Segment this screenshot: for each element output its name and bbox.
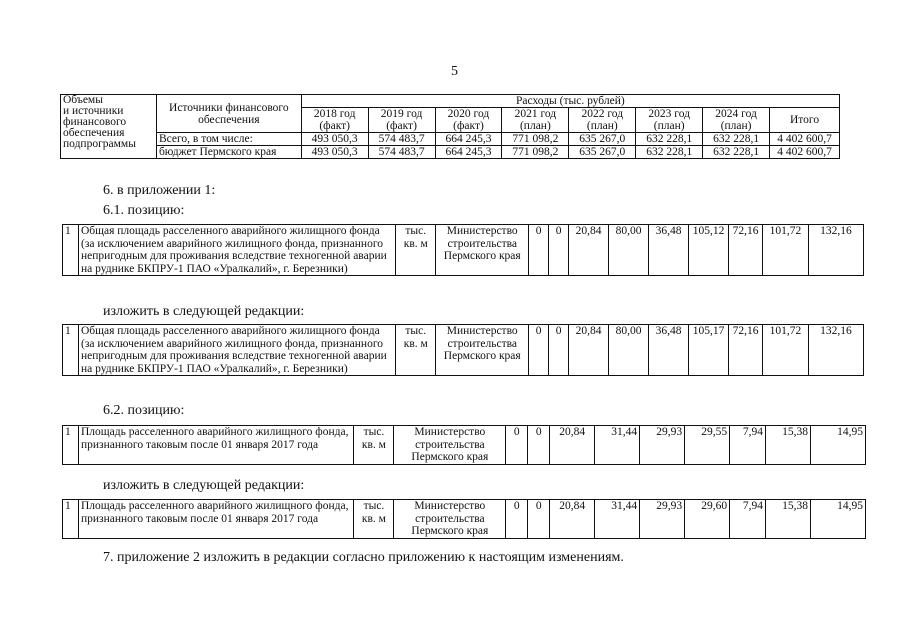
table-row: 1 Площадь расселенного аварийного жилищного фонда, признанного таковым после 01 января 2017 года тыс. кв. м Министерство строительства Пермского края 0 0 20,84 31,44 29,93 29,55 7,94 15,38 14,95 — [63, 426, 866, 465]
sources-header: Источники финансового обеспечения — [156, 95, 301, 133]
table-row: 1 Общая площадь расселенного аварийного жилищного фонда (за исключением аварийного жилищного фонда, признанного непригодным для проживания вследствие техногенной аварии на руднике БКПРУ-1 ПАО «Уралкалий», г. Березники) тыс. кв. м Министерство строительства Пермского края 0 0 20,84 80,00 36,48 105,12 72,16 101,72 132,16 — [63, 225, 864, 276]
year-header: 2022 год (план) — [569, 108, 636, 133]
year-header: 2019 год (факт) — [368, 108, 435, 133]
paragraph-6: 6. в приложении 1: — [103, 183, 216, 198]
indicator-table-1-old — [62, 224, 864, 276]
year-header: 2021 год (план) — [502, 108, 569, 133]
year-header: 2023 год (план) — [636, 108, 703, 133]
expenses-header: Расходы (тыс. рублей) — [301, 95, 839, 108]
paragraph-6-2-new: изложить в следующей редакции: — [103, 478, 305, 493]
paragraph-6-1: 6.1. позицию: — [103, 203, 185, 218]
table-row: 1 Общая площадь расселенного аварийного жилищного фонда (за исключением аварийного жилищного фонда, признанного непригодным для проживания вследствие техногенной аварии на руднике БКПРУ-1 ПАО «Уралкалий», г. Березники) тыс. кв. м Министерство строительства Пермского края 0 0 20,84 80,00 36,48 105,17 72,16 101,72 132,16 — [63, 325, 864, 376]
volumes-header: Объемы и источники финансового обеспечения подпрограммы — [61, 95, 157, 159]
table-row: Всего, в том числе: 493 050,3 574 483,7 664 245,3 771 098,2 635 267,0 632 228,1 632 228,1 4 402 600,7 — [61, 133, 840, 146]
table-row: бюджет Пермского края 493 050,3 574 483,7 664 245,3 771 098,2 635 267,0 632 228,1 632 228,1 4 402 600,7 — [61, 146, 840, 159]
indicator-table-2-new — [62, 499, 866, 539]
table-row: 1 Площадь расселенного аварийного жилищного фонда, признанного таковым после 01 января 2017 года тыс. кв. м Министерство строительства Пермского края 0 0 20,84 31,44 29,93 29,60 7,94 15,38 14,95 — [63, 500, 866, 539]
total-header: Итого — [770, 108, 840, 133]
year-header: 2020 год (факт) — [435, 108, 502, 133]
page-number: 5 — [451, 64, 458, 79]
year-header: 2018 год (факт) — [301, 108, 368, 133]
indicator-table-2-old — [62, 425, 866, 465]
finance-table — [60, 94, 840, 159]
paragraph-6-2: 6.2. позицию: — [103, 403, 185, 418]
paragraph-7: 7. приложение 2 изложить в редакции согласно приложению к настоящим изменениям. — [103, 550, 624, 565]
paragraph-6-1-new: изложить в следующей редакции: — [103, 304, 305, 319]
indicator-table-1-new — [62, 324, 864, 376]
year-header: 2024 год (план) — [703, 108, 770, 133]
